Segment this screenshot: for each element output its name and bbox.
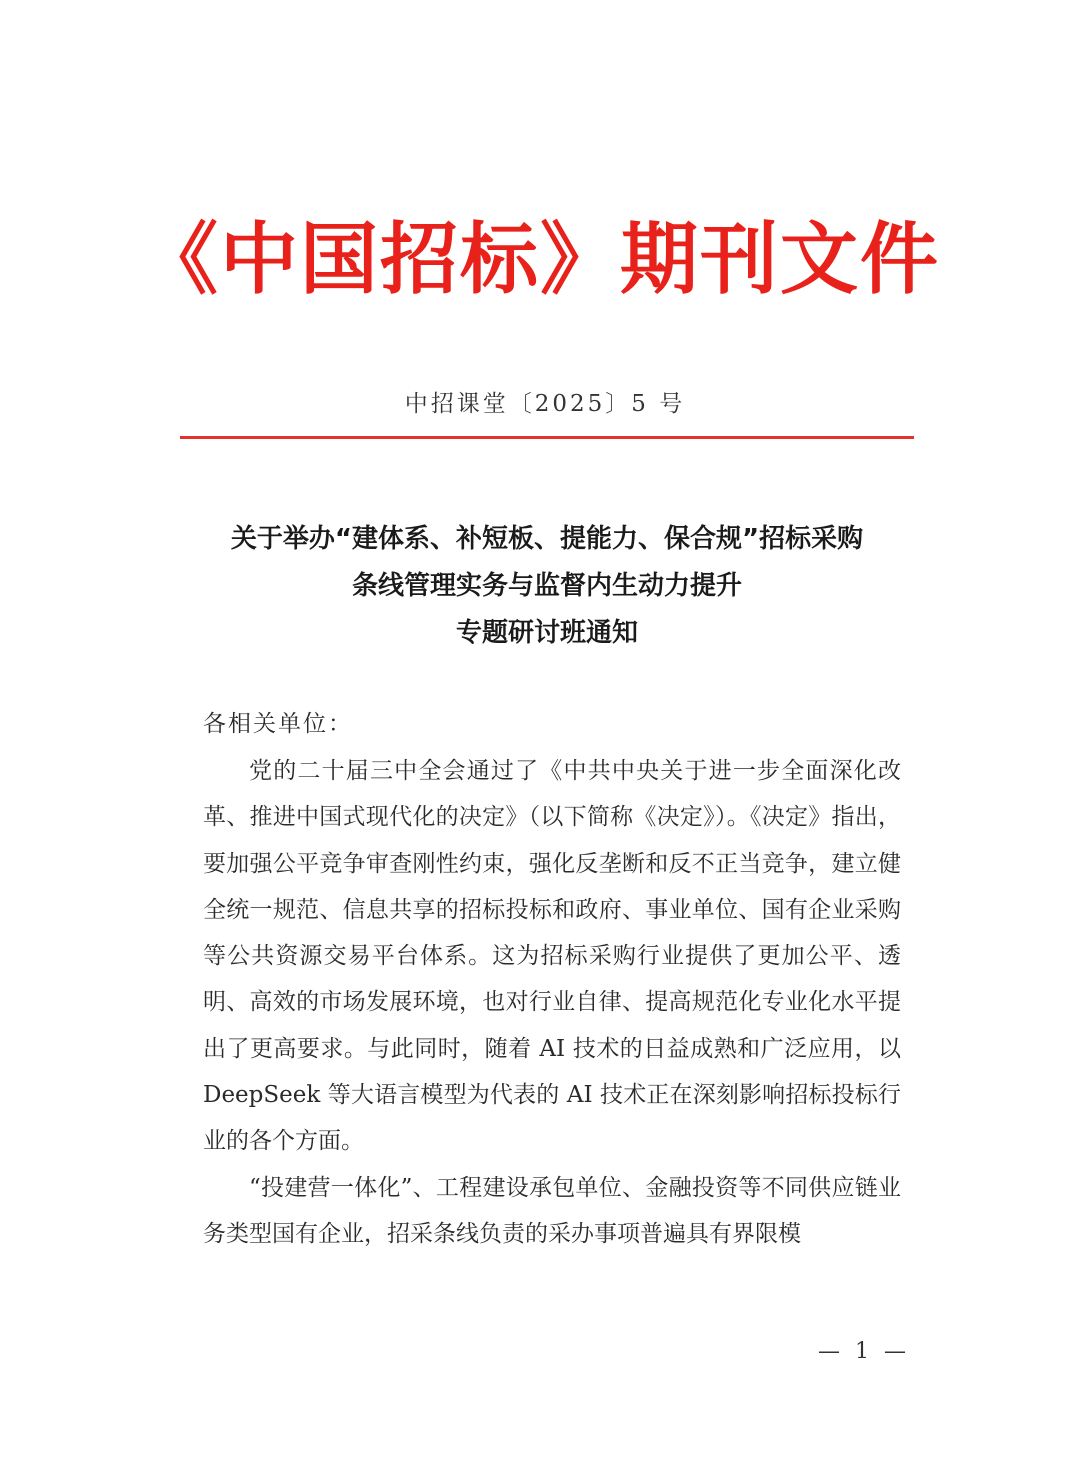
salutation: 各相关单位：: [203, 711, 353, 737]
document-number: 中招课堂〔2025〕5 号: [404, 391, 686, 417]
masthead-title: 《中国招标》期刊文件: [139, 214, 940, 305]
paragraph: 党的二十届三中全会通过了《中共中央关于进一步全面深化改革、推进中国式现代化的决定》（以下简称《决定》）。《决定》指出，要加强公平竞争审查刚性约束，强化反垄断和反不正当竞争，建立健全统一规范、信息共享的招标投标和政府、事业单位、国有企业采购等公共资源交易平台体系。这为招标采购行业提供了更加公平、透明、高效的市场发展环境，也对行业自律、提高规范化专业化水平提出了更高要求。与此同时，随着 AI 技术的日益成熟和广泛应用，以 DeepSeek 等大语言模型为代表的 AI 技术正在深刻影响招标投标行业的各个方面。: [203, 758, 901, 1155]
red-divider-rule: [180, 436, 914, 439]
notice-title-line-1: 关于举办“建体系、补短板、提能力、保合规”招标采购: [230, 524, 864, 554]
page-number: — 1 —: [818, 1339, 910, 1364]
body-text: [203, 748, 901, 1257]
notice-title: [180, 516, 914, 657]
notice-title-line-2: 条线管理实务与监督内生动力提升: [351, 571, 742, 601]
paragraph: “投建营一体化”、工程建设承包单位、金融投资等不同供应链业务类型国有企业，招采条线负责的采办事项普遍具有界限模: [203, 1174, 901, 1247]
notice-title-line-3: 专题研讨班通知: [455, 618, 638, 648]
